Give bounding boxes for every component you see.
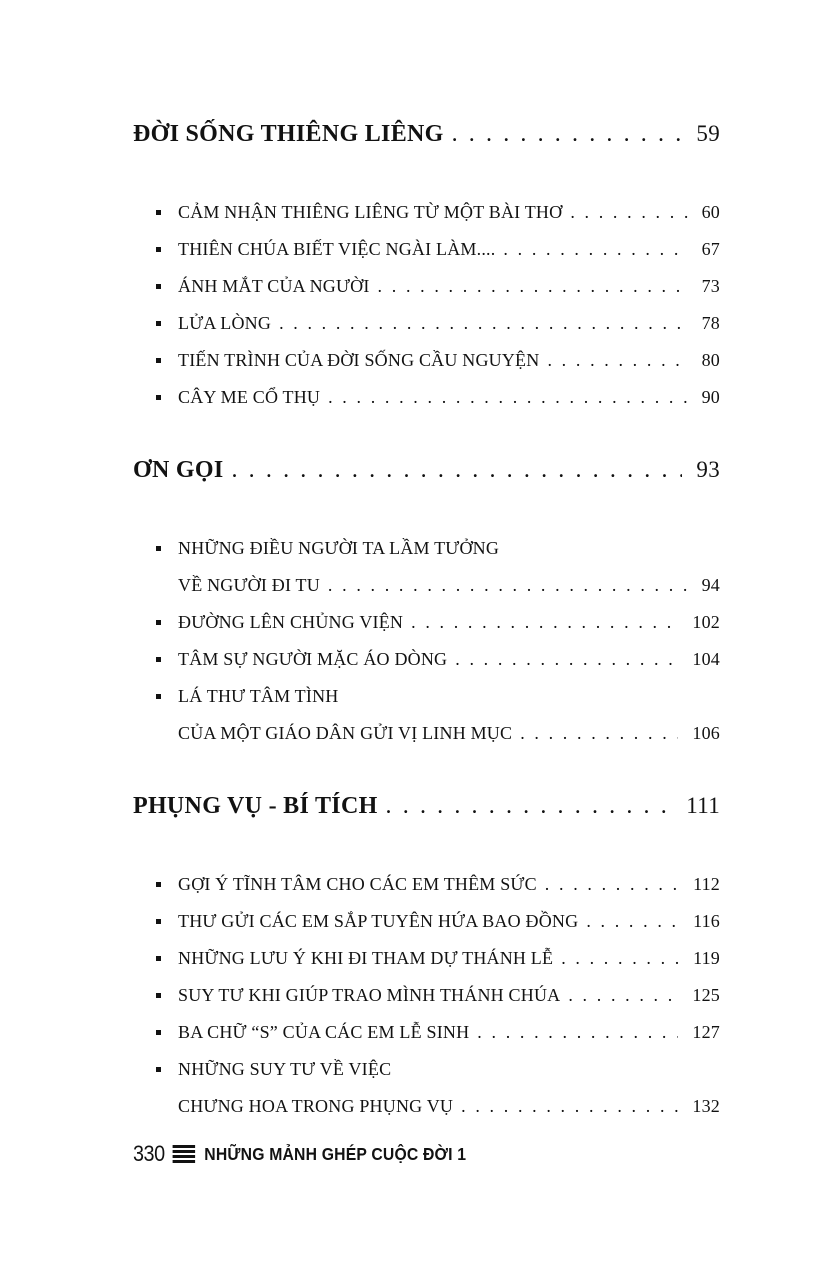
toc-entry [133, 379, 720, 416]
square-bullet-icon [155, 678, 178, 715]
dot-leader [477, 1014, 678, 1051]
toc-entry [133, 268, 720, 305]
square-bullet-icon [155, 194, 178, 231]
toc-entry [133, 641, 720, 678]
section-page-number: 93 [696, 457, 720, 482]
toc-entry [133, 342, 720, 379]
dot-leader [279, 305, 688, 342]
toc-entry-page: 119 [693, 948, 720, 968]
toc-entry-page: 112 [693, 874, 720, 894]
toc-entry [133, 866, 720, 903]
toc-entry [133, 604, 720, 641]
dot-leader [455, 641, 678, 678]
toc-entry-page: 60 [701, 202, 720, 222]
toc-entry-label: CẢM NHẬN THIÊNG LIÊNG TỪ MỘT BÀI THƠ [178, 202, 563, 222]
dot-leader [503, 231, 687, 268]
toc-entry-page: 67 [701, 239, 720, 259]
toc-entry [133, 530, 720, 604]
toc-entry-label: LỬA LÒNG [178, 313, 272, 333]
dot-leader [561, 940, 679, 977]
toc-entry-page: 132 [692, 1096, 720, 1116]
section-item-list [133, 194, 720, 416]
square-bullet-icon [155, 604, 178, 641]
section-item-list [133, 866, 720, 1125]
dot-leader [568, 977, 678, 1014]
square-bullet-icon [155, 1014, 178, 1051]
toc-entry-label: GỢI Ý TĨNH TÂM CHO CÁC EM THÊM SỨC [178, 874, 537, 894]
square-bullet-icon [155, 342, 178, 379]
toc-entry-label: TÂM SỰ NGƯỜI MẶC ÁO DÒNG [178, 649, 448, 669]
page-footer [133, 1141, 661, 1167]
dot-leader [231, 454, 682, 486]
dot-leader [520, 715, 678, 752]
toc-entry-label: TIẾN TRÌNH CỦA ĐỜI SỐNG CẦU NGUYỆN [178, 350, 540, 370]
dot-leader [328, 379, 687, 416]
toc-entry [133, 1014, 720, 1051]
dot-leader [452, 118, 683, 150]
toc-entry-page: 106 [692, 723, 720, 743]
section-title: PHỤNG VỤ - BÍ TÍCH [133, 793, 378, 819]
square-bullet-icon [155, 903, 178, 940]
toc-entry-label: THIÊN CHÚA BIẾT VIỆC NGÀI LÀM.... [178, 239, 496, 259]
toc-entry-label: BA CHỮ “S” CỦA CÁC EM LỄ SINH [178, 1022, 470, 1042]
toc-entry [133, 977, 720, 1014]
toc-entry [133, 903, 720, 940]
toc-entry-page: 102 [692, 612, 720, 632]
section-heading [133, 118, 720, 150]
toc-entry-page: 127 [692, 1022, 720, 1042]
toc-section [133, 118, 720, 416]
toc-entry [133, 194, 720, 231]
dot-leader [328, 567, 688, 604]
toc-entry-label: CÂY ME CỔ THỤ [178, 387, 321, 407]
section-item-list [133, 530, 720, 752]
toc-entry-page: 94 [701, 575, 720, 595]
toc-entry-label: LÁ THƯ TÂM TÌNH [178, 686, 339, 706]
book-title: NHỮNG MẢNH GHÉP CUỘC ĐỜI 1 [204, 1143, 467, 1164]
section-title: ĐỜI SỐNG THIÊNG LIÊNG [133, 121, 444, 147]
section-title: ƠN GỌI [133, 457, 224, 483]
toc-entry-label: CỦA MỘT GIÁO DÂN GỬI VỊ LINH MỤC [178, 723, 513, 743]
toc-entry [133, 305, 720, 342]
square-bullet-icon [155, 641, 178, 678]
toc-entry-label: SUY TƯ KHI GIÚP TRAO MÌNH THÁNH CHÚA [178, 985, 561, 1005]
toc-entry [133, 1051, 720, 1125]
dot-leader [586, 903, 679, 940]
dot-leader [547, 342, 687, 379]
toc-entry-page: 90 [701, 387, 720, 407]
section-heading [133, 454, 720, 486]
dot-leader [378, 268, 688, 305]
square-bullet-icon [155, 268, 178, 305]
dot-leader [386, 790, 673, 822]
toc-entry-page: 104 [692, 649, 720, 669]
folio-page-number: 330 [133, 1141, 165, 1166]
square-bullet-icon [155, 379, 178, 416]
toc-entry-label: CHƯNG HOA TRONG PHỤNG VỤ [178, 1096, 454, 1116]
toc-entry-label: NHỮNG LƯU Ý KHI ĐI THAM DỰ THÁNH LỄ [178, 948, 554, 968]
square-bullet-icon [155, 305, 178, 342]
list-lines-icon [173, 1145, 196, 1163]
toc-entry-label: NHỮNG SUY TƯ VỀ VIỆC [178, 1059, 392, 1079]
dot-leader [461, 1088, 678, 1125]
toc-entry-page: 125 [692, 985, 720, 1005]
toc-entry-page: 116 [693, 911, 720, 931]
dot-leader [570, 194, 687, 231]
toc-entry [133, 678, 720, 752]
square-bullet-icon [155, 530, 178, 567]
toc-entry-label: NHỮNG ĐIỀU NGƯỜI TA LẦM TƯỞNG [178, 538, 500, 558]
toc-entry [133, 231, 720, 268]
square-bullet-icon [155, 231, 178, 268]
toc-entry-label: ĐƯỜNG LÊN CHỦNG VIỆN [178, 612, 404, 632]
square-bullet-icon [155, 1051, 178, 1088]
dot-leader [411, 604, 678, 641]
toc-entry-page: 80 [701, 350, 720, 370]
section-page-number: 59 [696, 121, 720, 146]
toc-entry-page: 78 [701, 313, 720, 333]
toc-section [133, 454, 720, 752]
toc-section [133, 790, 720, 1125]
square-bullet-icon [155, 940, 178, 977]
dot-leader [545, 866, 679, 903]
toc-entry-label: ÁNH MẮT CỦA NGƯỜI [178, 276, 370, 296]
toc-entry-label: VỀ NGƯỜI ĐI TU [178, 575, 320, 595]
toc-entry-page: 73 [701, 276, 720, 296]
toc-entry-label: THƯ GỬI CÁC EM SẮP TUYÊN HỨA BAO ĐỒNG [178, 911, 579, 931]
toc-entry [133, 940, 720, 977]
square-bullet-icon [155, 866, 178, 903]
section-page-number: 111 [686, 793, 720, 818]
square-bullet-icon [155, 977, 178, 1014]
section-heading [133, 790, 720, 822]
